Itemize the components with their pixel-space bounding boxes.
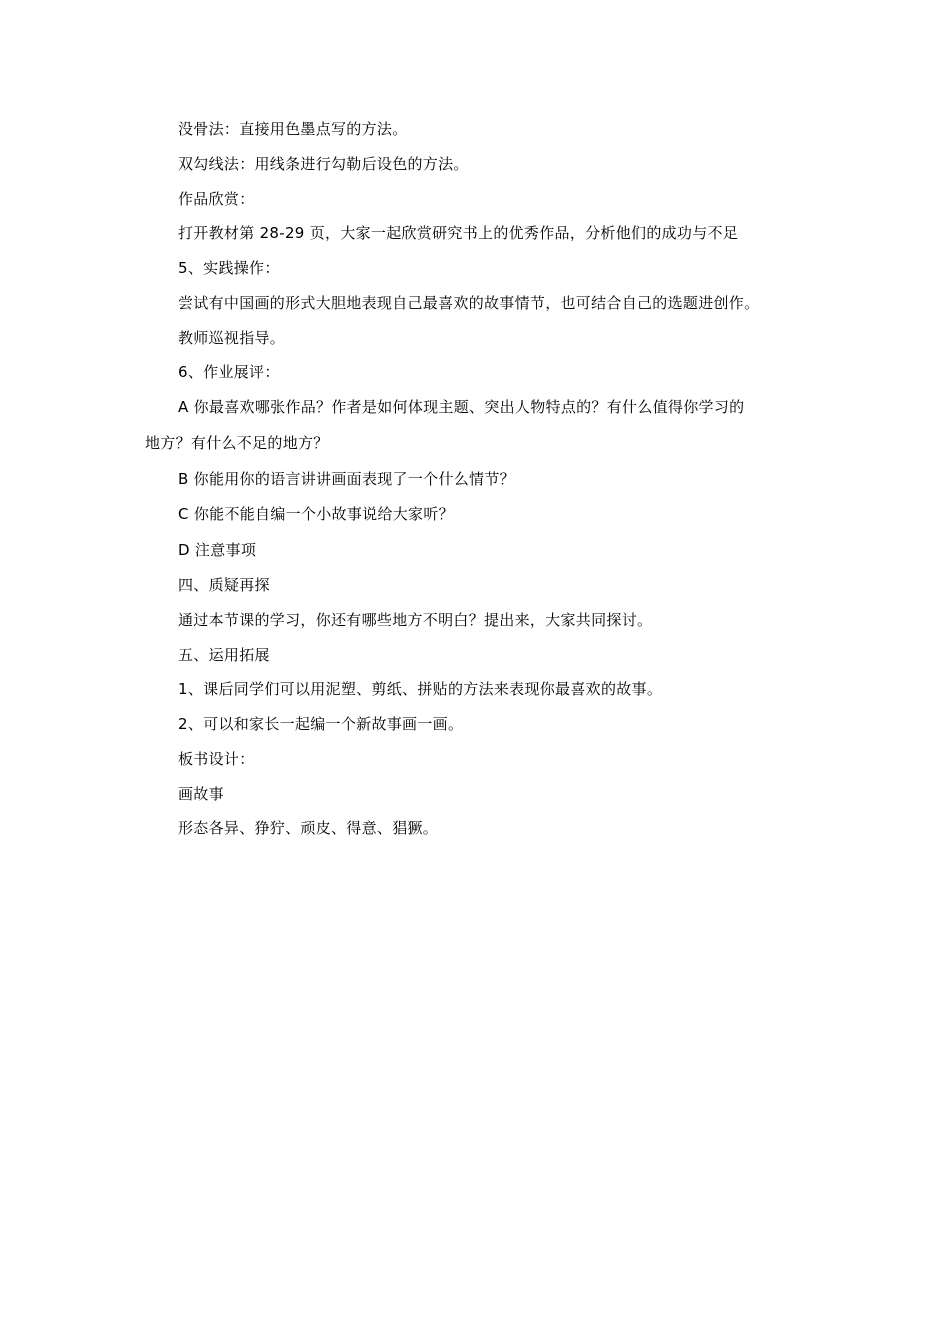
paragraph-section-four-text: 通过本节课的学习，你还有哪些地方不明白？提出来，大家共同探讨。 (178, 611, 653, 629)
paragraph-question-a-line2: 地方？有什么不足的地方？ (145, 434, 329, 452)
paragraph-shuanggou-method: 双勾线法：用线条进行勾勒后设色的方法。 (178, 155, 469, 173)
paragraph-homework-review-heading: 6、作业展评： (178, 363, 280, 381)
paragraph-open-textbook: 打开教材第 28-29 页，大家一起欣赏研究书上的优秀作品，分析他们的成功与不足 (178, 224, 739, 242)
paragraph-board-design-heading: 板书设计： (178, 750, 255, 768)
paragraph-question-b: B 你能用你的语言讲讲画面表现了一个什么情节？ (178, 470, 515, 488)
paragraph-extension-1: 1、课后同学们可以用泥塑、剪纸、拼贴的方法来表现你最喜欢的故事。 (178, 680, 663, 698)
paragraph-question-c: C 你能不能自编一个小故事说给大家听？ (178, 505, 454, 523)
paragraph-board-title: 画故事 (178, 785, 224, 803)
paragraph-item-d: D 注意事项 (178, 541, 257, 559)
paragraph-question-a-line1: A 你最喜欢哪张作品？作者是如何体现主题、突出人物特点的？有什么值得你学习的 (178, 398, 745, 416)
paragraph-section-four-heading: 四、质疑再探 (178, 576, 270, 594)
paragraph-mogu-method: 没骨法：直接用色墨点写的方法。 (178, 120, 408, 138)
paragraph-extension-2: 2、可以和家长一起编一个新故事画一画。 (178, 715, 464, 733)
paragraph-practice-task: 尝试有中国画的形式大胆地表现自己最喜欢的故事情节，也可结合自己的选题进创作。 (178, 294, 760, 312)
paragraph-section-five-heading: 五、运用拓展 (178, 646, 270, 664)
paragraph-board-keywords: 形态各异、狰狞、顽皮、得意、猖獗。 (178, 819, 439, 837)
paragraph-teacher-guidance: 教师巡视指导。 (178, 329, 286, 347)
paragraph-works-appreciation-heading: 作品欣赏： (178, 190, 255, 208)
paragraph-practice-heading: 5、实践操作： (178, 259, 280, 277)
